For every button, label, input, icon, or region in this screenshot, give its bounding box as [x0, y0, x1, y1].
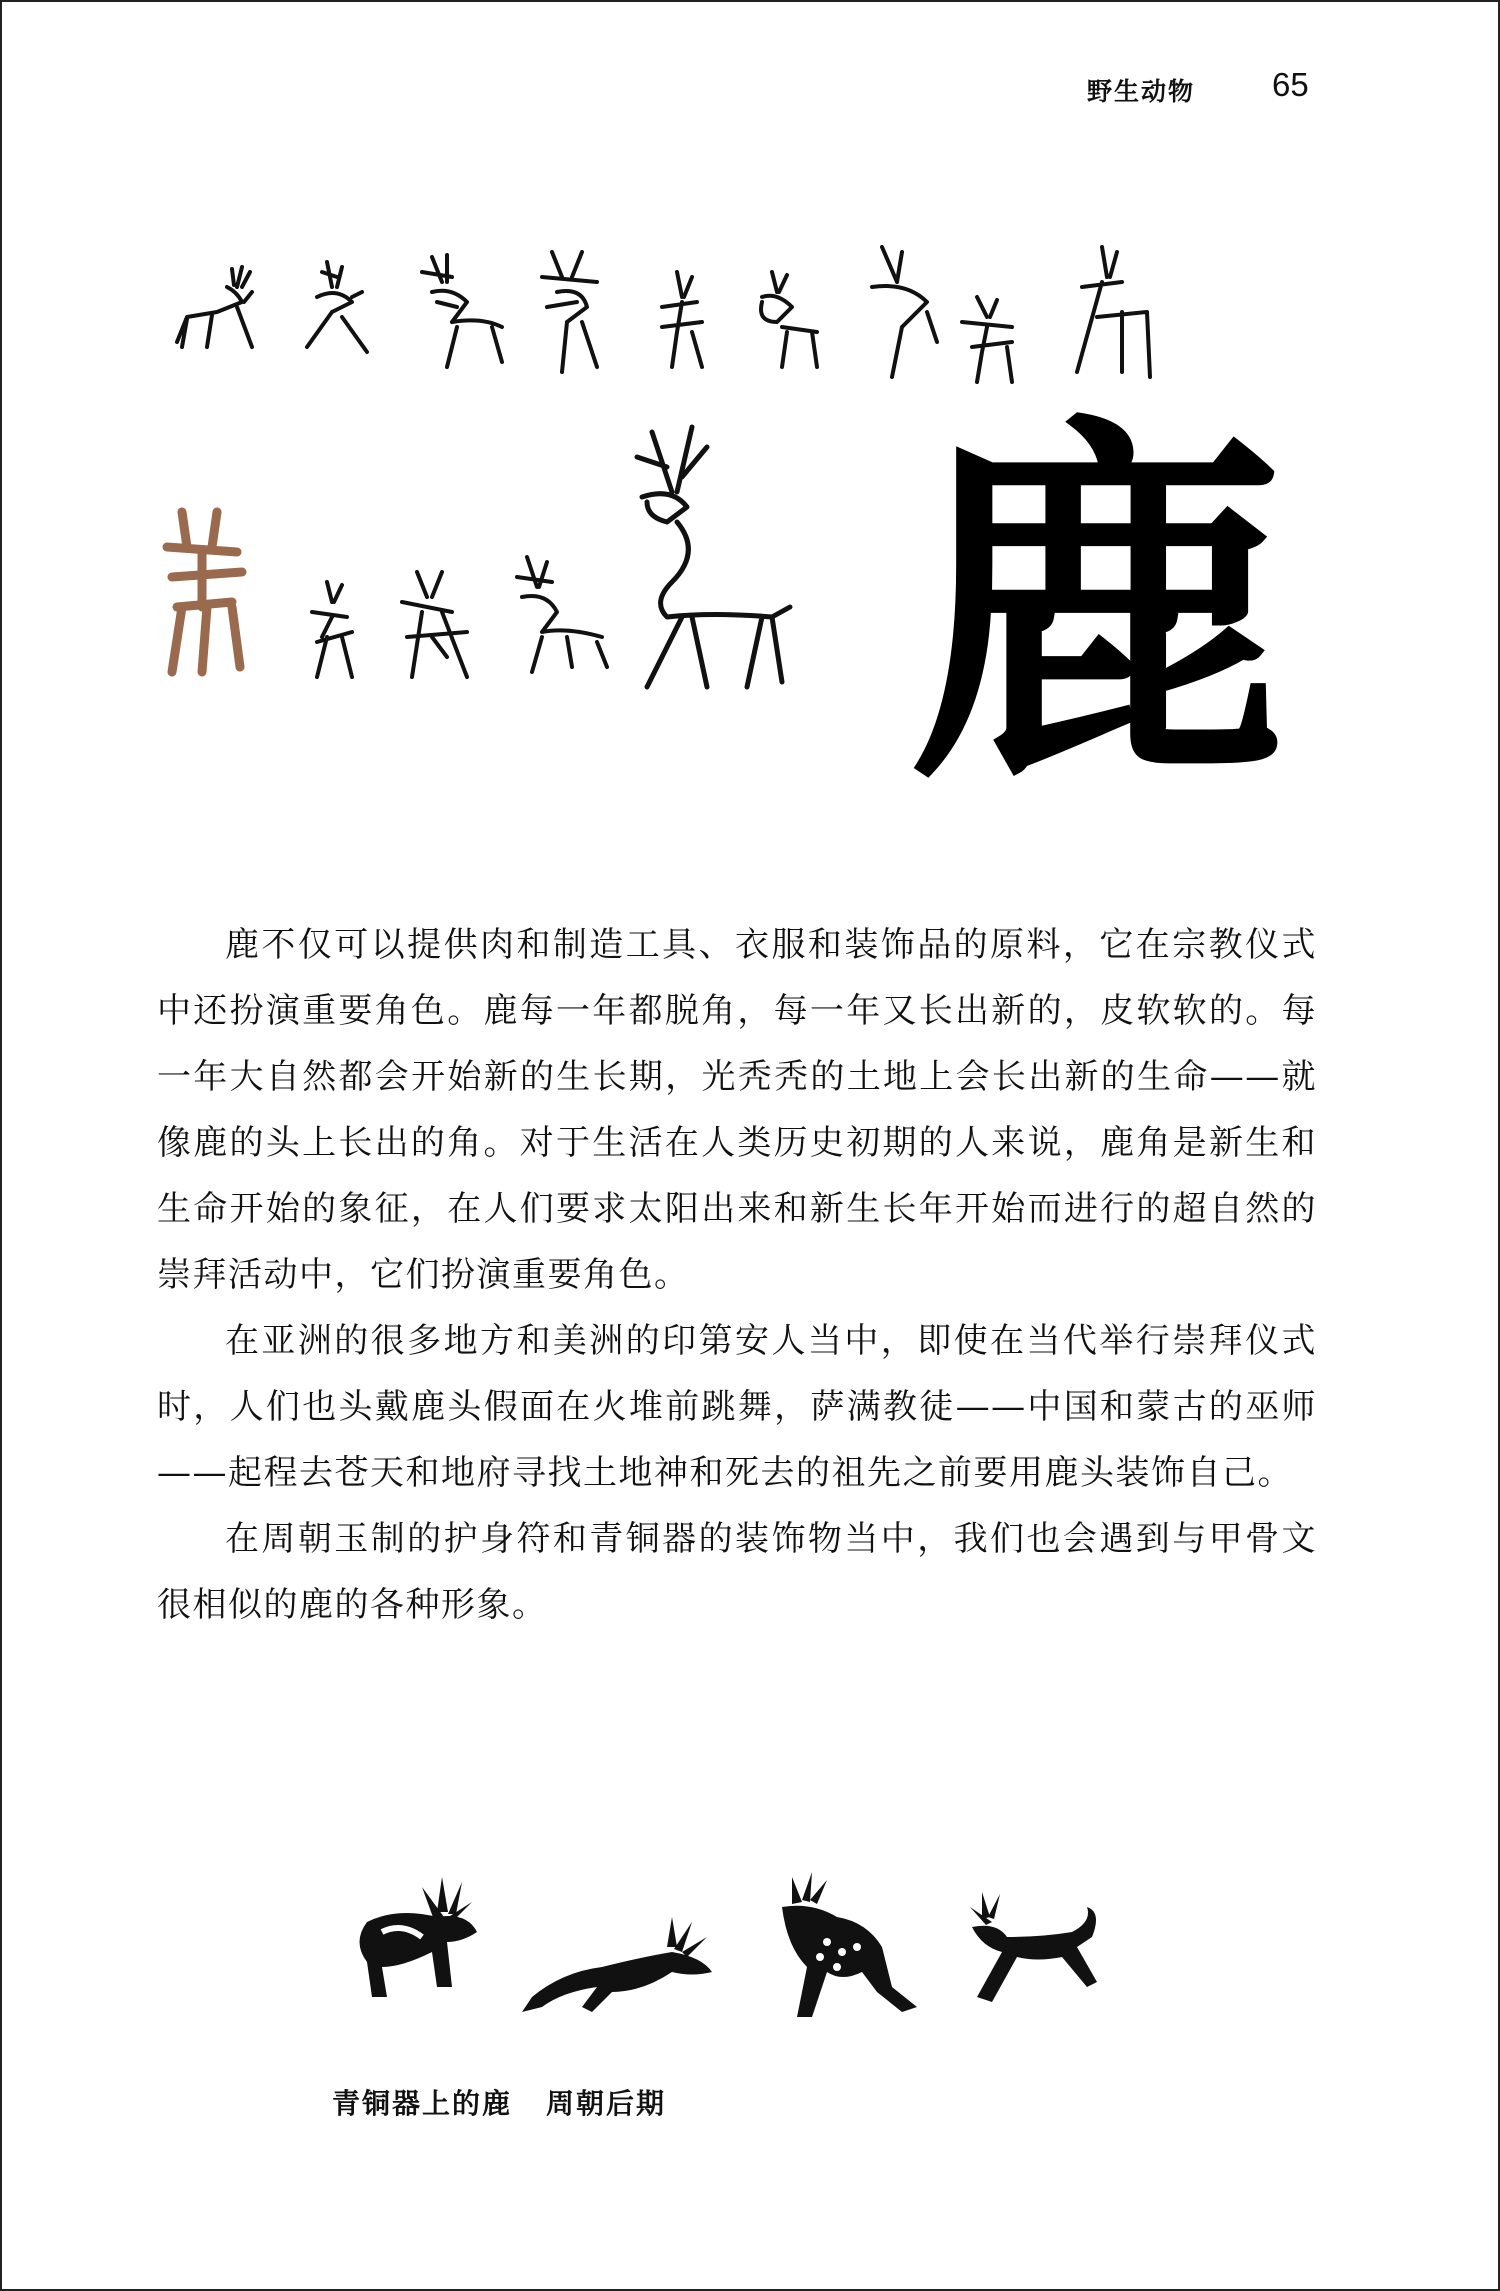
deer-bronze-glyph-icon: [162, 507, 247, 677]
running-head: 野生动物: [1087, 77, 1196, 106]
paragraph-1: 鹿不仅可以提供肉和制造工具、衣服和装饰品的原料，它在宗教仪式中还扮演重要角色。鹿每一年都脱角，每一年又长出新的，皮软软的。每一年大自然都会开始新的生长期，光秃秃的土地上会长出新的生命——就像鹿的头上长出的角。对于生活在人类历史初期的人来说，鹿角是新生和生命开始的象征，在人们要求太阳出来和新生长年开始而进行的超自然的崇拜活动中，它们扮演重要角色。: [157, 925, 1317, 1295]
figure-caption: [332, 2082, 666, 2122]
title-character: 鹿: [907, 383, 1287, 830]
deer-oracle-glyph-icon: [952, 292, 1027, 387]
caption-subject: 青铜器上的鹿: [332, 2087, 513, 2120]
deer-bronze-figure-icon: [352, 1872, 492, 2002]
deer-oracle-glyph-icon: [652, 267, 712, 377]
deer-oracle-glyph-icon: [412, 247, 512, 382]
deer-bronze-figure-icon: [522, 1917, 722, 2027]
deer-oracle-glyph-icon: [737, 267, 822, 377]
page-number: 65: [1272, 66, 1309, 103]
bronze-deer-row: [352, 1872, 1112, 2042]
deer-oracle-glyph-icon: [1062, 242, 1157, 387]
deer-oracle-glyph-icon: [297, 257, 377, 367]
body-text: [157, 912, 1317, 1638]
deer-bronze-figure-icon: [772, 1872, 922, 2022]
deer-oracle-glyph-icon: [302, 577, 362, 687]
paragraph-3: 在周朝玉制的护身符和青铜器的装饰物当中，我们也会遇到与甲骨文很相似的鹿的各种形象。: [157, 1519, 1317, 1625]
deer-oracle-glyph-icon: [537, 247, 607, 382]
deer-oracle-glyph-icon: [172, 257, 272, 367]
deer-bronze-figure-icon: [962, 1892, 1107, 2012]
paragraph-2: 在亚洲的很多地方和美洲的印第安人当中，即使在当代举行崇拜仪式时，人们也头戴鹿头假面在火堆前跳舞，萨满教徒——中国和蒙古的巫师——起程去苍天和地府寻找土地神和死去的祖先之前要用鹿头装饰自己。: [157, 1321, 1317, 1493]
deer-oracle-glyph-icon: [867, 242, 947, 387]
deer-oracle-glyph-icon: [392, 567, 477, 687]
deer-oracle-glyph-icon: [507, 552, 612, 682]
deer-oracle-glyph-icon: [622, 422, 792, 697]
caption-period: 周朝后期: [546, 2087, 667, 2120]
